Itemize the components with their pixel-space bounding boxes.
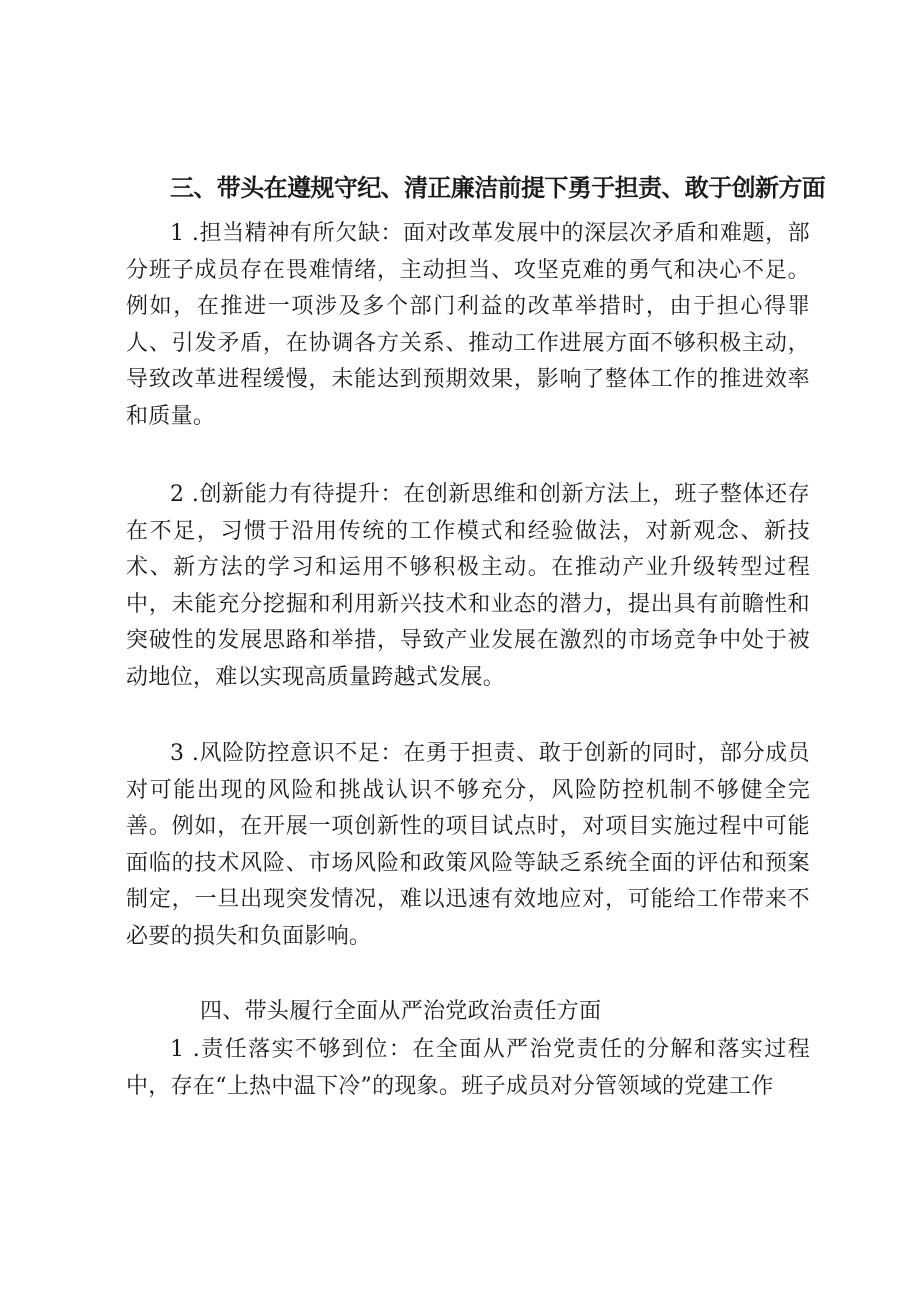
section-4-heading: 四、带头履行全面从严治党政治责任方面 (200, 999, 602, 1024)
section-3-paragraph-2: 2 .创新能力有待提升：在创新思维和创新方法上，班子整体还存在不足，习惯于沿用传统的工作模式和经验做法，对新观念、新技术、新方法的学习和运用不够积极主动。在推动产业升级转型过程中，未能充分挖掘和利用新兴技术和业态的潜力，提出具有前瞻性和突破性的发展思路和举措，导致产业发展在激烈的市场竞争中处于被动地位，难以实现高质量跨越式发展。 (126, 482, 810, 690)
section-4-paragraph-1: 1 .责任落实不够到位：在全面从严治党责任的分解和落实过程中，存在“上热中温下冷”的现象。班子成员对分管领域的党建工作 (126, 1037, 810, 1099)
section-3-heading: 三、带头在遵规守纪、清正廉洁前提下勇于担责、敢于创新方面 (170, 174, 826, 202)
section-3-paragraph-3: 3 .风险防控意识不足：在勇于担责、敢于创新的同时，部分成员对可能出现的风险和挑战认识不够充分，风险防控机制不够健全完善。例如，在开展一项创新性的项目试点时，对项目实施过程中可能面临的技术风险、市场风险和政策风险等缺乏系统全面的评估和预案制定，一旦出现突发情况，难以迅速有效地应对，可能给工作带来不必要的损失和负面影响。 (126, 741, 810, 949)
section-3-paragraph-1: 1 .担当精神有所欠缺：面对改革发展中的深层次矛盾和难题，部分班子成员存在畏难情绪，主动担当、攻坚克难的勇气和决心不足。例如，在推进一项涉及多个部门利益的改革举措时，由于担心得罪人、引发矛盾，在协调各方关系、推动工作进展方面不够积极主动，导致改革进程缓慢，未能达到预期效果，影响了整体工作的推进效率和质量。 (126, 221, 810, 429)
